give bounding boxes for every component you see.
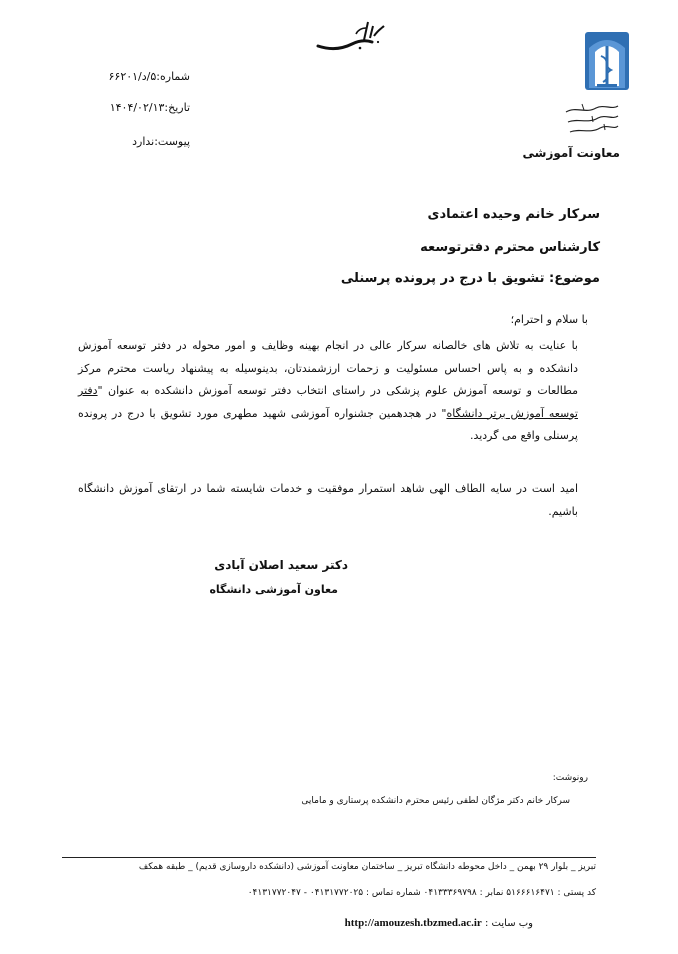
letter-subject: موضوع: تشویق با درج در پرونده پرسنلی <box>340 271 600 286</box>
logo-calligraphy <box>562 98 622 138</box>
body-paragraph-1 <box>78 335 578 448</box>
website-label: وب سایت : <box>485 918 533 929</box>
bismillah-calligraphy <box>312 16 388 56</box>
letter-number: شماره:۵/د/۶۶۲۰۱ <box>108 70 190 83</box>
addressee-title: کارشناس محترم دفترتوسعه <box>420 240 600 255</box>
signatory-name: دکتر سعید اصلان آبادی <box>214 558 348 572</box>
footer-contact: کد پستی : ۵۱۶۶۶۱۶۴۷۱ نمابر : ۰۴۱۳۳۳۶۹۷۹۸ شماره تماس : ۰۴۱۳۱۷۷۲۰۲۵ - ۰۴۱۳۱۷۷۲۰۴۷ <box>247 888 596 898</box>
footer-address: تبریز _ بلوار ۲۹ بهمن _ داخل محوطه دانشگاه تبریز _ ساختمان معاونت آموزشی (دانشکده داروسازی قدیم) _ طبقه همکف <box>138 862 596 872</box>
greeting: با سلام و احترام؛ <box>510 313 588 326</box>
footer-divider <box>62 857 596 858</box>
cc-label: رونوشت: <box>552 773 588 783</box>
award-title: دفتر توسعه آموزش برتر دانشگاه <box>78 384 578 420</box>
body-paragraph-2: امید است در سایه الطاف الهی شاهد استمرار موفقیت و خدمات شایسته شما در ارتقای آموزش دانشگاه باشیم. <box>78 482 578 518</box>
letter-date: تاریخ:۱۴۰۴/۰۲/۱۳ <box>109 101 190 114</box>
letter-attachment: پیوست:ندارد <box>132 135 190 148</box>
unit-name: معاونت آموزشی <box>522 146 620 160</box>
body-paragraph-1-start: با عنایت به تلاش های خالصانه سرکار عالی در انجام بهینه وظایف و امور محوله در دفتر توسعه آموزش دانشکده و به پاس احساس مسئولیت و زحمات ارزشمندتان، بدینوسیله به پیشنهاد ریاست محترم مرکز مطالعات و توسعه آموزش علوم پزشکی در راستای انتخاب دفتر توسعه آموزش دانشکده به عنوان " <box>78 339 578 397</box>
cc-recipient: سرکار خانم دکتر مژگان لطفی رئیس محترم دانشکده پرستاری و مامایی <box>301 796 570 806</box>
body-paragraph-1-end: " در هجدهمین جشنواره آموزشی شهید مطهری مورد تشویق با درج در پرونده پرسنلی واقع می گردید. <box>78 406 578 442</box>
addressee-name: سرکار خانم وحیده اعتمادی <box>427 207 600 222</box>
footer-website <box>345 917 533 929</box>
university-logo-icon <box>583 30 631 92</box>
signatory-title: معاون آموزشی دانشگاه <box>209 583 338 596</box>
website-link[interactable]: http://amouzesh.tbzmed.ac.ir <box>344 917 482 929</box>
